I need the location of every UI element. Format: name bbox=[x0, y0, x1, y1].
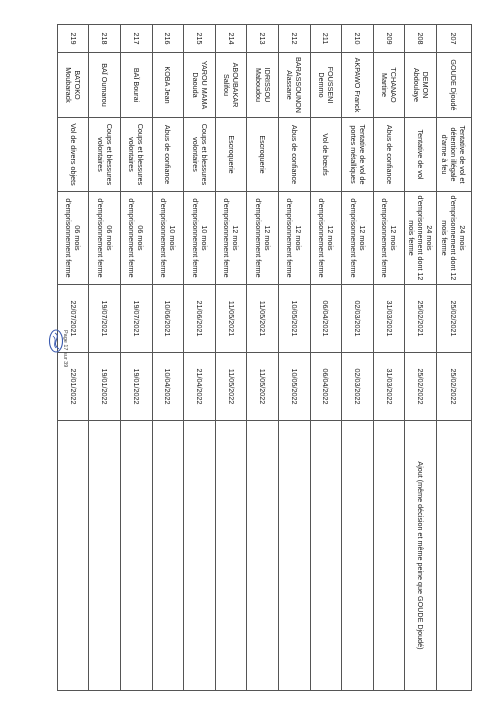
end-date-cell: 06/04/2022 bbox=[310, 353, 342, 421]
offense-cell: Tentative de vol et détention illégale d'arme à feu bbox=[437, 118, 472, 192]
name-cell: BAÏ Bourai bbox=[121, 53, 153, 118]
offense-cell: Abus de confiance bbox=[279, 118, 311, 192]
observation-cell bbox=[310, 421, 342, 691]
page-footer: Page 17 sur 39 bbox=[62, 330, 68, 368]
end-date-cell: 02/03/2022 bbox=[342, 353, 374, 421]
sentence-cell: 10 mois d'emprisonnement ferme bbox=[184, 192, 216, 285]
row-number-cell: 211 bbox=[310, 25, 342, 53]
table-row bbox=[373, 25, 405, 691]
table-row bbox=[279, 25, 311, 691]
name-cell: BAÏ Oumarou bbox=[89, 53, 121, 118]
start-date-cell: 19/07/2021 bbox=[121, 285, 153, 353]
row-number-cell: 218 bbox=[89, 25, 121, 53]
row-number-cell: 207 bbox=[437, 25, 472, 53]
end-date-cell: 11/05/2022 bbox=[247, 353, 279, 421]
observation-cell bbox=[342, 421, 374, 691]
name-cell: IDRISSOU Maboudou bbox=[247, 53, 279, 118]
observation-cell bbox=[279, 421, 311, 691]
detainee-table bbox=[57, 24, 472, 691]
observation-cell bbox=[121, 421, 153, 691]
offense-cell: Coups et blessures volontaires bbox=[89, 118, 121, 192]
row-number-cell: 208 bbox=[405, 25, 437, 53]
row-number-cell: 219 bbox=[57, 25, 89, 53]
offense-cell: Coups et blessures volontaires bbox=[121, 118, 153, 192]
end-date-cell: 25/02/2022 bbox=[437, 353, 472, 421]
start-date-cell: 25/02/2021 bbox=[437, 285, 472, 353]
row-number-cell: 213 bbox=[247, 25, 279, 53]
observation-cell bbox=[437, 421, 472, 691]
end-date-cell: 21/04/2022 bbox=[184, 353, 216, 421]
observation-cell bbox=[89, 421, 121, 691]
sentence-cell: 24 mois d'emprisonnement dont 12 mois ferme bbox=[437, 192, 472, 285]
offense-cell: Escroquerie bbox=[247, 118, 279, 192]
start-date-cell: 10/05/2021 bbox=[279, 285, 311, 353]
offense-cell: Tentative de vol de portes métalliques bbox=[342, 118, 374, 192]
start-date-cell: 10/06/2021 bbox=[152, 285, 184, 353]
observation-cell bbox=[152, 421, 184, 691]
sentence-cell: 12 mois d'emprisonnement ferme bbox=[279, 192, 311, 285]
row-number-cell: 215 bbox=[184, 25, 216, 53]
observation-cell bbox=[215, 421, 247, 691]
name-cell: KOBA Jean bbox=[152, 53, 184, 118]
start-date-cell: 19/07/2021 bbox=[89, 285, 121, 353]
name-cell: BARASSOUNON Alassane bbox=[279, 53, 311, 118]
offense-cell: Coups et blessures volontaires bbox=[184, 118, 216, 192]
start-date-cell: 25/02/2021 bbox=[405, 285, 437, 353]
name-cell: BATOKO Moubarack bbox=[57, 53, 89, 118]
end-date-cell: 10/05/2022 bbox=[279, 353, 311, 421]
sentence-cell: 24 mois d'emprisonnement dont 12 mois ferme bbox=[405, 192, 437, 285]
end-date-cell: 19/01/2022 bbox=[121, 353, 153, 421]
sentence-cell: 12 mois d'emprisonnement ferme bbox=[373, 192, 405, 285]
name-cell: TCHANAO Martine bbox=[373, 53, 405, 118]
name-cell: AKPAWO Franck bbox=[342, 53, 374, 118]
end-date-cell: 31/03/2022 bbox=[373, 353, 405, 421]
offense-cell: Abus de confiance bbox=[373, 118, 405, 192]
end-date-cell: 10/04/2022 bbox=[152, 353, 184, 421]
start-date-cell: 11/05/2021 bbox=[247, 285, 279, 353]
observation-cell: Ajout (même décision et même peine que GOUDE Djoudé) bbox=[405, 421, 437, 691]
sentence-cell: 12 mois d'emprisonnement ferme bbox=[310, 192, 342, 285]
row-number-cell: 217 bbox=[121, 25, 153, 53]
sentence-cell: 12 mois d'emprisonnement ferme bbox=[342, 192, 374, 285]
observation-cell bbox=[184, 421, 216, 691]
sentence-cell: 06 mois d'emprisonnement ferme bbox=[57, 192, 89, 285]
name-cell: FOUSSENI Demmo bbox=[310, 53, 342, 118]
offense-cell: Vol de bœufs bbox=[310, 118, 342, 192]
table-row bbox=[89, 25, 121, 691]
offense-cell: Tentative de vol bbox=[405, 118, 437, 192]
sentence-cell: 12 mois d'emprisonnement ferme bbox=[215, 192, 247, 285]
sentence-cell: 06 mois d'emprisonnement ferme bbox=[89, 192, 121, 285]
table-row bbox=[152, 25, 184, 691]
row-number-cell: 212 bbox=[279, 25, 311, 53]
offense-cell: Abus de confiance bbox=[152, 118, 184, 192]
observation-cell bbox=[247, 421, 279, 691]
table-body bbox=[57, 25, 471, 691]
table-row bbox=[121, 25, 153, 691]
row-number-cell: 214 bbox=[215, 25, 247, 53]
start-date-cell: 06/04/2021 bbox=[310, 285, 342, 353]
offense-cell: Escroquerie bbox=[215, 118, 247, 192]
start-date-cell: 22/07/2021 bbox=[57, 285, 89, 353]
start-date-cell: 02/03/2021 bbox=[342, 285, 374, 353]
table-row bbox=[342, 25, 374, 691]
name-cell: YAROU MAMA Daouda bbox=[184, 53, 216, 118]
start-date-cell: 31/03/2021 bbox=[373, 285, 405, 353]
observation-cell bbox=[57, 421, 89, 691]
table-row bbox=[437, 25, 472, 691]
end-date-cell: 11/05/2022 bbox=[215, 353, 247, 421]
table-row bbox=[405, 25, 437, 691]
row-number-cell: 216 bbox=[152, 25, 184, 53]
row-number-cell: 209 bbox=[373, 25, 405, 53]
signature-stamp bbox=[43, 328, 64, 354]
end-date-cell: 25/02/2022 bbox=[405, 353, 437, 421]
row-number-cell: 210 bbox=[342, 25, 374, 53]
table-row bbox=[184, 25, 216, 691]
end-date-cell: 19/01/2022 bbox=[89, 353, 121, 421]
end-date-cell: 22/01/2022 bbox=[57, 353, 89, 421]
start-date-cell: 11/05/2021 bbox=[215, 285, 247, 353]
offense-cell: Vol de divers objets bbox=[57, 118, 89, 192]
table-row bbox=[310, 25, 342, 691]
table-row bbox=[247, 25, 279, 691]
start-date-cell: 21/06/2021 bbox=[184, 285, 216, 353]
observation-cell bbox=[373, 421, 405, 691]
sentence-cell: 10 mois d'emprisonnement ferme bbox=[152, 192, 184, 285]
name-cell: DEMON Abdoulaye bbox=[405, 53, 437, 118]
sentence-cell: 12 mois d'emprisonnement ferme bbox=[247, 192, 279, 285]
name-cell: ABOUBAKAR Salifou bbox=[215, 53, 247, 118]
name-cell: GOUDE Djoudé bbox=[437, 53, 472, 118]
table-row bbox=[215, 25, 247, 691]
sentence-cell: 06 mois d'emprisonnement ferme bbox=[121, 192, 153, 285]
